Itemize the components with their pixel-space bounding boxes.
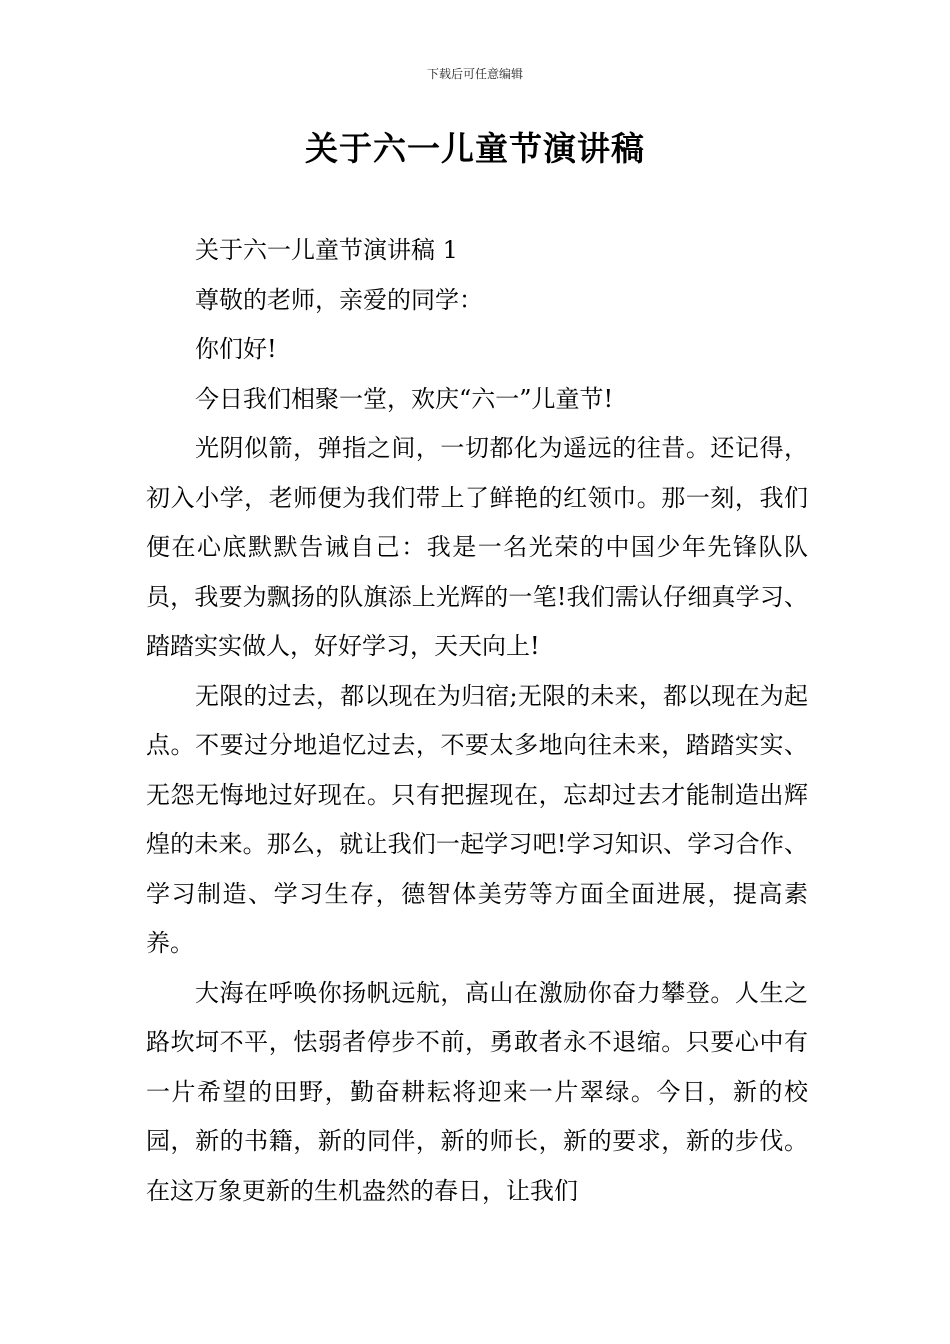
paragraph-salutation: 尊敬的老师，亲爱的同学： (195, 285, 483, 314)
paragraph-subtitle: 关于六一儿童节演讲稿 1 (195, 236, 458, 264)
document-title: 关于六一儿童节演讲稿 (305, 129, 645, 168)
paragraph-opening: 今日我们相聚一堂，欢庆“六一”儿童节! (195, 384, 614, 413)
paragraph-body-3: 大海在呼唤你扬帆远航，高山在激励你奋力攀登。人生之路坎坷不平，怯弱者停步不前，勇敢者永不退缩。只要心中有一片希望的田野，勤奋耕耘将迎来一片翠绿。今日，新的校园，新的书籍，新的同伴，新的师长，新的要求，新的步伐。在这万象更新的生机盎然的春日，让我们 (146, 978, 808, 1205)
document-body (146, 226, 808, 1216)
paragraph-body-2: 无限的过去，都以现在为归宿;无限的未来，都以现在为起点。不要过分地追忆过去，不要太多地向往未来，踏踏实实、无怨无悔地过好现在。只有把握现在，忘却过去才能制造出辉煌的未来。那么，就让我们一起学习吧!学习知识、学习合作、学习制造、学习生存，德智体美劳等方面全面进展，提高素养。 (146, 681, 808, 957)
header-note: 下载后可任意编辑 (426, 67, 523, 81)
paragraph-greeting: 你们好! (195, 335, 277, 363)
paragraph-body-1: 光阴似箭，弹指之间，一切都化为遥远的往昔。还记得，初入小学，老师便为我们带上了鲜艳的红领巾。那一刻，我们便在心底默默告诫自己：我是一名光荣的中国少年先锋队队员，我要为飘扬的队旗添上光辉的一笔!我们需认仔细真学习、踏踏实实做人，好好学习，天天向上! (146, 434, 808, 660)
